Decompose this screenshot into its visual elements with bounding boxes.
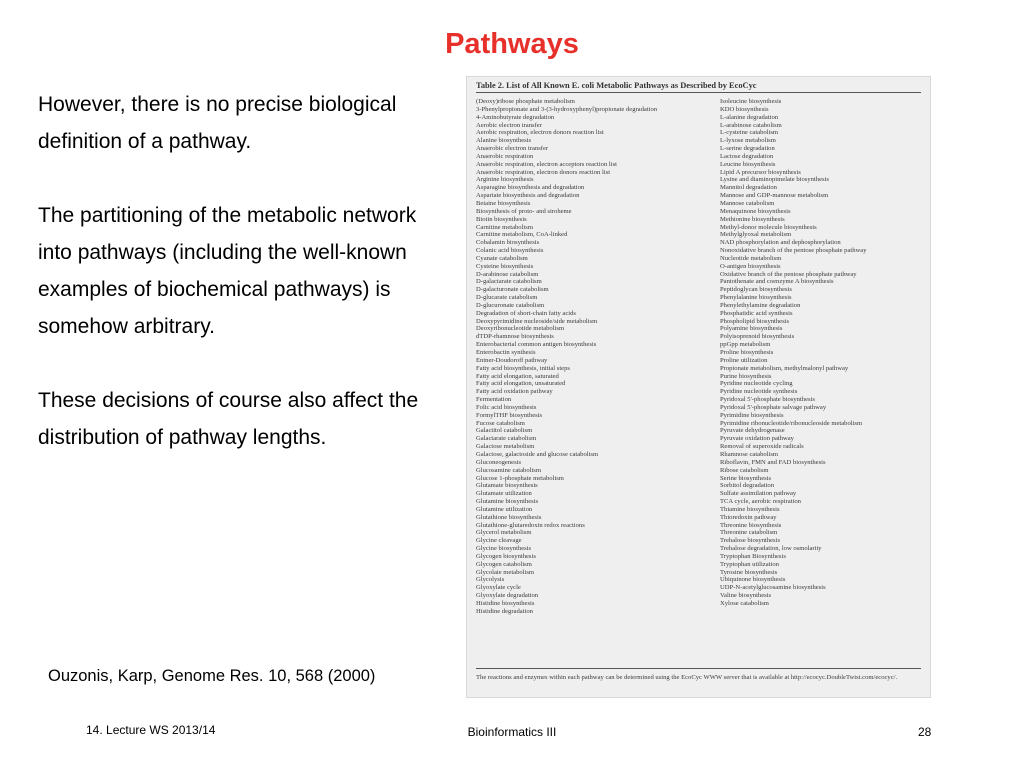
pathway-entry: Thiamine biosynthesis — [720, 505, 780, 513]
pathway-entry: TCA cycle, aerobic respiration — [720, 498, 801, 506]
pathway-entry: Removal of superoxide radicals — [720, 443, 804, 451]
pathway-entry: Pantothenate and coenzyme A biosynthesis — [720, 278, 834, 286]
pathway-entry: Phosphatidic acid synthesis — [720, 309, 793, 317]
pathway-entry: Aerobic respiration, electron donors reaction list — [476, 129, 604, 137]
pathway-entry: UDP-N-acetylglucosamine biosynthesis — [720, 584, 826, 592]
pathway-entry: Pyridine nucleotide synthesis — [720, 388, 798, 396]
pathway-entry: KDO biosynthesis — [720, 105, 769, 113]
pathway-entry: L-cysteine catabolism — [720, 129, 779, 137]
pathway-entry: Glycine cleavage — [476, 537, 522, 545]
pathway-entry: Glyoxylate cycle — [476, 584, 521, 592]
pathway-entry: Mannitol degradation — [720, 184, 777, 192]
pathway-entry: Ribose catabolism — [720, 466, 769, 474]
pathway-entry: Serine biosynthesis — [720, 474, 772, 482]
pathway-entry: Oxidative branch of the pentose phosphate pathway — [720, 270, 857, 278]
pathway-entry: Fatty acid elongation, unsaturated — [476, 380, 566, 388]
pathway-entry: Fermentation — [476, 396, 512, 404]
pathway-entry: Valine biosynthesis — [720, 592, 772, 600]
pathway-entry: Aerobic electron transfer — [476, 121, 542, 129]
pathway-entry: D-glucarate catabolism — [476, 294, 538, 302]
pathway-entry: Anaerobic respiration — [476, 152, 534, 160]
pathway-entry: Mannose catabolism — [720, 199, 775, 207]
pathway-entry: Trehalose degradation, low osmolarity — [720, 545, 822, 553]
pathway-entry: Deoxypyrimidine nucleoside/side metabolism — [476, 317, 598, 325]
pathway-entry: Biotin biosynthesis — [476, 215, 527, 223]
pathway-entry: Trehalose biosynthesis — [720, 537, 781, 545]
table-left-column — [476, 98, 657, 616]
paragraph-definition: However, there is no precise biological definition of a pathway. — [38, 93, 397, 153]
pathway-entry: Tyrosine biosynthesis — [720, 568, 778, 576]
pathway-entry: Glutathione biosynthesis — [476, 513, 542, 521]
paragraph-decisions: These decisions of course also affect the distribution of pathway lengths. — [38, 389, 419, 449]
pathway-entry: Glutamate biosynthesis — [476, 482, 538, 490]
pathway-entry: ppGpp metabolism — [720, 341, 771, 349]
pathway-entry: Lipid A precursor biosynthesis — [720, 168, 801, 176]
pathway-entry: Fucose catabolism — [476, 419, 525, 427]
pathway-entry: Tryptophan Biosynthesis — [720, 552, 786, 560]
pathway-entry: Threonine catabolism — [720, 529, 778, 537]
pathway-entry: Methyl-donor molecule biosynthesis — [720, 223, 817, 231]
pathway-entry: Histidine biosynthesis — [476, 600, 535, 607]
pathway-entry: Deoxyribonucleotide metabolism — [476, 325, 565, 333]
pathway-entry: Sorbitol degradation — [720, 482, 775, 490]
pathway-entry: Lactose degradation — [720, 152, 774, 160]
pathway-entry: Pyrimidine biosynthesis — [720, 411, 784, 419]
pathway-entry: Methionine biosynthesis — [720, 215, 785, 223]
table-top-rule — [476, 92, 921, 93]
pathway-entry: Pyruvate oxidation pathway — [720, 435, 794, 443]
pathway-entry: 4-Aminobutyrate degradation — [476, 113, 555, 121]
pathway-entry: Anaerobic respiration, electron donors reaction list — [476, 168, 611, 176]
pathway-entry: Rhamnose catabolism — [720, 450, 779, 458]
pathway-entry: Glucose 1-phosphate metabolism — [476, 474, 564, 482]
pathway-entry: Colanic acid biosynthesis — [476, 247, 544, 255]
pathway-entry: Folic acid biosynthesis — [476, 403, 537, 411]
pathway-entry: D-galactarate catabolism — [476, 278, 542, 286]
pathway-entry: Purine biosynthesis — [720, 372, 772, 380]
pathway-entry: dTDP-rhamnose biosynthesis — [476, 333, 554, 341]
pathway-entry: O-antigen biosynthesis — [720, 262, 781, 270]
pathway-entry: Cyanate catabolism — [476, 254, 528, 262]
pathway-entry: Galactose, galactoside and glucose catabolism — [476, 450, 599, 458]
pathway-entry: Glycogen biosynthesis — [476, 552, 536, 560]
table-caption: Table 2. List of All Known E. coli Metabolic Pathways as Described by EcoCyc — [476, 81, 757, 90]
pathway-entry: L-serine degradation — [720, 145, 775, 153]
pathway-entry: D-arabinose catabolism — [476, 270, 539, 278]
pathway-entry: Arginine biosynthesis — [476, 176, 534, 184]
citation: Ouzonis, Karp, Genome Res. 10, 568 (2000) — [48, 667, 376, 685]
pathway-entry: Anaerobic electron transfer — [476, 145, 549, 153]
pathway-entry: Glyoxylate degradation — [476, 592, 539, 600]
pathway-entry: L-alanine degradation — [720, 113, 779, 121]
pathway-entry: Pyridine nucleotide cycling — [720, 380, 793, 388]
pathway-entry: Gluconeogenesis — [476, 458, 522, 466]
pathway-entry: Glycerol metabolism — [476, 529, 532, 537]
pathway-entry: Lysine and diaminopimelate biosynthesis — [720, 176, 829, 184]
pathway-entry: Anaerobic respiration, electron acceptors reaction list — [476, 160, 617, 168]
pathway-entry: Glutamate utilization — [476, 490, 532, 498]
pathway-entry: D-galacturonate catabolism — [476, 286, 549, 294]
pathway-entry: Glucosamine catabolism — [476, 466, 542, 474]
pathway-entry: Cobalamin biosynthesis — [476, 239, 540, 247]
pathway-entry: Propionate metabolism, methylmalonyl pathway — [720, 364, 849, 372]
pathway-entry: Histidine degradation — [476, 607, 533, 615]
pathway-entry: Fatty acid elongation, saturated — [476, 372, 559, 380]
pathway-entry: L-lyxose metabolism — [720, 137, 776, 145]
pathway-entry: Phenylethylamine degradation — [720, 301, 801, 309]
pathway-entry: Enterobactin synthesis — [476, 349, 536, 356]
pathway-entry: Alanine biosynthesis — [476, 137, 532, 145]
pathway-entry: Thioredoxin pathway — [720, 513, 777, 521]
footer-page-number: 28 — [918, 725, 932, 739]
pathway-entry: Glycogen catabolism — [476, 560, 532, 568]
pathway-entry: FormylTHF biosynthesis — [476, 411, 543, 419]
pathway-entry: (Deoxy)ribose phosphate metabolism — [476, 98, 575, 105]
table-bottom-rule — [476, 668, 921, 669]
pathway-entry: Proline utilization — [720, 356, 768, 364]
pathway-entry: Degradation of short-chain fatty acids — [476, 309, 576, 317]
pathway-entry: Ubiquinone biosynthesis — [720, 576, 786, 584]
pathway-entry: Pyridoxal 5'-phosphate biosynthesis — [720, 396, 815, 404]
pathway-entry: Isoleucine biosynthesis — [720, 98, 782, 105]
pathway-entry: Sulfate assimilation pathway — [720, 490, 797, 498]
pathway-entry: Glutamine utilization — [476, 505, 533, 513]
pathway-table-image — [466, 76, 931, 698]
paragraph-partitioning: The partitioning of the metabolic network into pathways (including the well-known examples of biochemical pathways) is somehow arbitrary. — [38, 204, 417, 338]
slide-title: Pathways — [445, 28, 579, 60]
pathway-entry: Glutamine biosynthesis — [476, 498, 539, 506]
pathway-entry: Galactose metabolism — [476, 443, 535, 451]
pathway-entry: Pyruvate dehydrogenase — [720, 427, 785, 435]
pathway-entry: Betaine biosynthesis — [476, 199, 531, 207]
pathway-entry: Glycolysis — [476, 576, 505, 584]
pathway-entry: Pyrimidine ribonucleotide/ribonucleoside metabolism — [720, 419, 863, 427]
pathway-entry: Threonine biosynthesis — [720, 521, 782, 529]
pathway-entry: Methylglyoxal metabolism — [720, 231, 792, 239]
pathway-entry: L-arabinose catabolism — [720, 121, 782, 129]
pathway-entry: Peptidoglycan biosynthesis — [720, 286, 792, 294]
pathway-entry: Xylose catabolism — [720, 600, 769, 607]
footer-lecture: 14. Lecture WS 2013/14 — [86, 723, 216, 737]
table-right-column — [720, 98, 867, 608]
pathway-entry: Glutathione-glutaredoxin redox reactions — [476, 521, 585, 529]
pathway-entry: Entner-Doudoroff pathway — [476, 356, 548, 364]
pathway-entry: Proline biosynthesis — [720, 349, 774, 356]
pathway-entry: Cysteine biosynthesis — [476, 262, 534, 270]
pathway-entry: Polyamine biosynthesis — [720, 325, 783, 333]
pathway-entry: Polyisoprenoid biosynthesis — [720, 333, 795, 341]
pathway-entry: Phospholipid biosynthesis — [720, 317, 790, 325]
footer-course: Bioinformatics III — [467, 725, 557, 739]
pathway-entry: Carnitine metabolism — [476, 223, 533, 231]
pathway-entry: Mannose and GDP-mannose metabolism — [720, 192, 829, 200]
pathway-entry: Glycolate metabolism — [476, 568, 535, 576]
pathway-entry: Nonoxidative branch of the pentose phosphate pathway — [720, 247, 867, 255]
pathway-entry: Enterobacterial common antigen biosynthesis — [476, 341, 597, 349]
pathway-entry: D-glucuronate catabolism — [476, 301, 545, 309]
pathway-entry: Nucleotide metabolism — [720, 254, 782, 262]
pathway-entry: Biosynthesis of proto- and siroheme — [476, 207, 572, 215]
pathway-entry: Aspartate biosynthesis and degradation — [476, 192, 580, 200]
pathway-entry: Glycine biosynthesis — [476, 545, 532, 553]
slide-body — [38, 86, 438, 493]
pathway-entry: Tryptophan utilization — [720, 560, 779, 568]
pathway-entry: Asparagine biosynthesis and degradation — [476, 184, 585, 192]
pathway-entry: Leucine biosynthesis — [720, 160, 776, 168]
pathway-entry: NAD phosphorylation and dephosphorylation — [720, 239, 841, 247]
pathway-entry: Fatty acid biosynthesis, initial steps — [476, 364, 570, 372]
pathway-entry: Menaquinone biosynthesis — [720, 207, 791, 215]
pathway-entry: Carnitine metabolism, CoA-linked — [476, 231, 568, 239]
pathway-entry: Galactitol catabolism — [476, 427, 533, 435]
pathway-entry: Galactarate catabolism — [476, 435, 537, 443]
pathway-entry: Fatty acid oxidation pathway — [476, 388, 553, 396]
pathway-entry: Pyridoxal 5'-phosphate salvage pathway — [720, 403, 827, 411]
table-note: The reactions and enzymes within each pathway can be determined using the EcoCyc WWW server that is available at http://ecocyc.DoubleTwist.com/ecocyc/. — [476, 674, 898, 681]
pathway-entry: Phenylalanine biosynthesis — [720, 294, 792, 302]
pathway-entry: Riboflavin, FMN and FAD biosynthesis — [720, 458, 826, 466]
pathway-entry: 3-Phenylpropionate and 3-(3-hydroxyphenyl)propionate degradation — [476, 105, 658, 113]
